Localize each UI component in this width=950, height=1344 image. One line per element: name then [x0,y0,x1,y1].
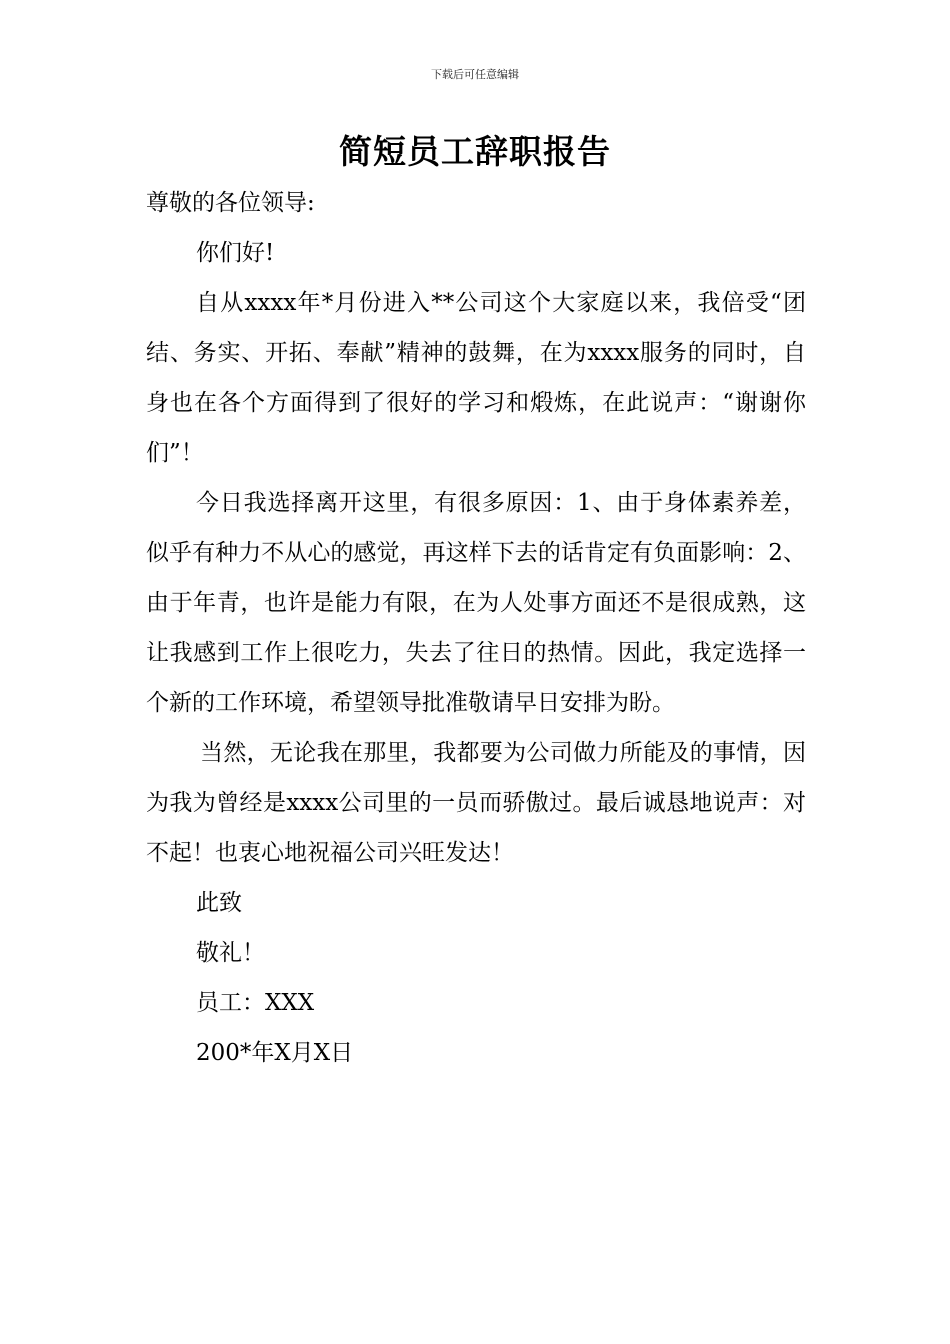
greeting: 你们好! [196,240,275,266]
date: 200*年X月X日 [196,1040,354,1066]
letter-body [146,178,806,1078]
signature: 员工：XXX [196,990,315,1016]
header-note: 下载后可任意编辑 [431,68,519,81]
paragraph-closing-wishes: 当然，无论我在那里，我都要为公司做力所能及的事情，因为我为曾经是xxxx公司里的一员而骄傲过。最后诚恳地说声：对不起！也衷心地祝福公司兴旺发达！ [146,740,806,866]
document-title: 简短员工辞职报告 [339,132,611,171]
closing-line-1: 此致 [196,890,242,916]
paragraph-intro: 自从xxxx年*月份进入**公司这个大家庭以来，我倍受“团结、务实、开拓、奉献”精神的鼓舞，在为xxxx服务的同时，自身也在各个方面得到了很好的学习和煅炼，在此说声：“谢谢你们”！ [146,290,806,466]
paragraph-reasons: 今日我选择离开这里，有很多原因：1、由于身体素养差，似乎有种力不从心的感觉，再这样下去的话肯定有负面影响：2、由于年青，也许是能力有限，在为人处事方面还不是很成熟，这让我感到工作上很吃力，失去了往日的热情。因此，我定选择一个新的工作环境，希望领导批准敬请早日安排为盼。 [146,490,806,716]
salutation: 尊敬的各位领导: [146,190,315,216]
closing-line-2: 敬礼！ [196,940,265,966]
